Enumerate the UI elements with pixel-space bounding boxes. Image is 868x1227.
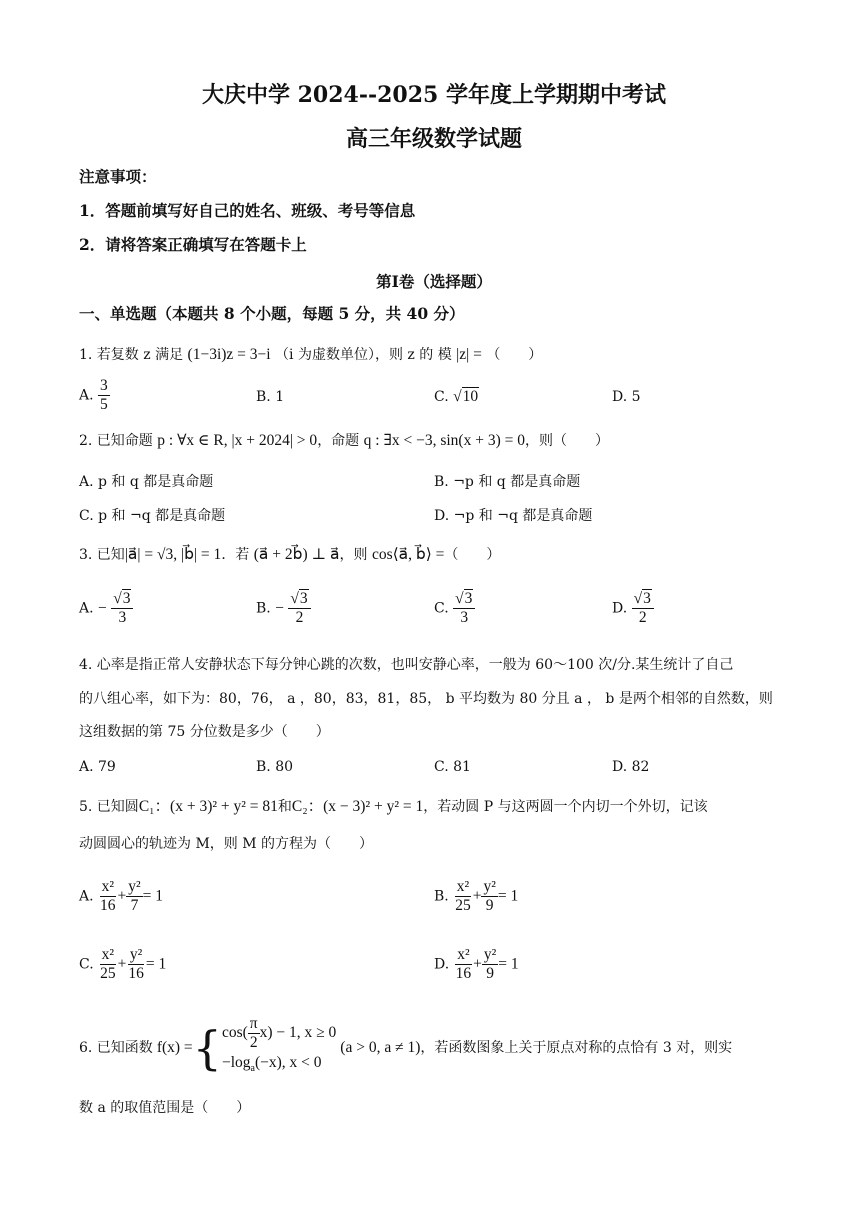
q3-option-c: C. $\frac{√3}{3}$ — [434, 590, 475, 627]
q1-option-c: C. √10 — [434, 388, 479, 405]
question-4-line-2: 的八组心率，如下为：80，76， a ，80，83，81，85， b 平均数为 80 分且 a ， b 是两个相邻的自然数，则 — [79, 691, 773, 707]
q2-option-c: C. p 和 ¬q 都是真命题 — [79, 508, 226, 524]
q5-option-b: B. $\frac{\text{x²}}{25}$ + $\frac{\text{y²}}{9}$ = 1 — [434, 878, 519, 914]
question-3-stem: 3. 已知|a⃗| = √3, |b⃗| = 1．若 (a⃗ + 2b⃗) ⊥ a⃗，则 cos⟨a⃗, b⃗⟩ =（ ） — [79, 546, 501, 563]
notice-item-1: 1．答题前填写好自己的姓名、班级、考号等信息 — [79, 201, 416, 220]
notice-item-2: 2．请将答案正确填写在答题卡上 — [79, 235, 307, 254]
q4-option-a: A. 79 — [79, 759, 116, 775]
notice-heading: 注意事项： — [79, 167, 157, 186]
question-1-stem: 1. 若复数 z 满足 (1−3i)z = 3−i （i 为虚数单位），则 z 的 模 |z| = （ ） — [79, 346, 543, 363]
question-6-line-2: 数 a 的取值范围是（ ） — [79, 1100, 251, 1116]
question-4-line-1: 4. 心率是指正常人安静状态下每分钟心跳的次数，也叫安静心率，一般为 60～100 次/分.某生统计了自己 — [79, 657, 734, 673]
question-5-stem: 5. 已知圆C₁：(x + 3)² + y² = 81和C₂：(x − 3)² + y² = 1，若动圆 P 与这两圆一个内切一个外切，记该 — [79, 798, 708, 815]
q5-option-a: A. $\frac{\text{x²}}{16}$ + $\frac{\text{y²}}{7}$ = 1 — [79, 878, 164, 914]
question-4-line-3: 这组数据的第 75 分位数是多少（ ） — [79, 724, 330, 740]
q3-option-b: B. − $\frac{√3}{2}$ — [256, 590, 311, 627]
volume-heading: 第Ⅰ卷（选择题） — [376, 272, 492, 291]
q1-option-b: B. 1 — [256, 389, 285, 405]
q2-option-a: A. p 和 q 都是真命题 — [79, 474, 214, 490]
q1-modulus: |z| = — [456, 346, 482, 363]
part-heading: 一、单选题（本题共 8 个小题，每题 5 分，共 40 分） — [79, 304, 465, 323]
q1-option-a: A. $\frac{3}{5}$ — [79, 377, 108, 413]
exam-title: 大庆中学 2024--2025 学年度上学期期中考试 — [201, 82, 667, 108]
q2-option-d: D. ¬p 和 ¬q 都是真命题 — [434, 508, 593, 524]
q5-option-c: C. $\frac{\text{x²}}{25}$ + $\frac{\text{y²}}{16}$ = 1 — [79, 946, 167, 982]
q1-option-d: D. 5 — [612, 389, 641, 405]
question-2-stem: 2. 已知命题 p : ∀x ∈ R, |x + 2024| > 0，命题 q : ∃x < −3, sin(x + 3) = 0，则（ ） — [79, 432, 609, 449]
question-5-line-2: 动圆圆心的轨迹为 M，则 M 的方程为（ ） — [79, 836, 374, 852]
q3-option-d: D. $\frac{√3}{2}$ — [612, 590, 654, 627]
q2-option-b: B. ¬p 和 q 都是真命题 — [434, 474, 581, 490]
q4-option-c: C. 81 — [434, 759, 471, 775]
q4-option-d: D. 82 — [612, 759, 650, 775]
q5-option-d: D. $\frac{\text{x²}}{16}$ + $\frac{\text{y²}}{9}$ = 1 — [434, 946, 519, 982]
question-6-stem: 6. 已知函数 f(x) = { cos( $\frac{\pi}{2}$ x) − 1, x ≥ 0 $-\log_a(-x)$, x < 0 (a > 0, a ≠ 1) ，若函数图象上关于原点对称的点恰有 3 对，则实 — [79, 1015, 733, 1075]
q1-equation: (1−3i)z = 3−i — [187, 346, 271, 363]
q3-option-a: A. − $\frac{√3}{3}$ — [79, 590, 133, 627]
exam-subtitle: 高三年级数学试题 — [345, 126, 522, 152]
q4-option-b: B. 80 — [256, 759, 294, 775]
